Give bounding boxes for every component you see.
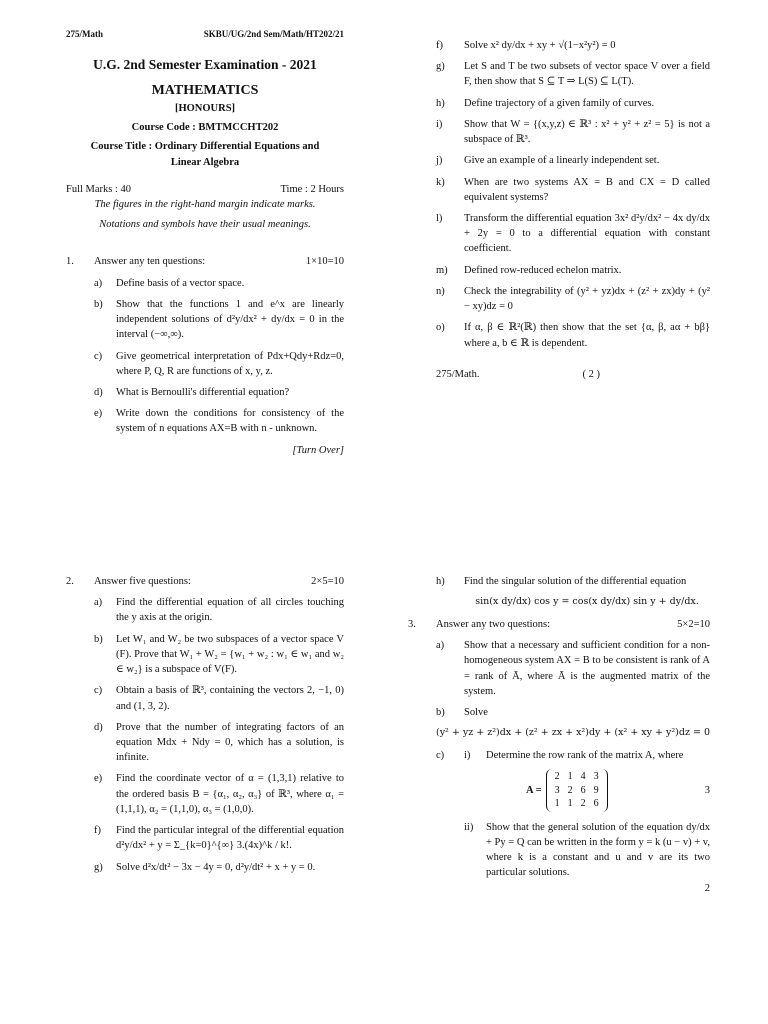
matrix-cell: 6 <box>593 798 599 810</box>
sub-question-c <box>436 748 710 763</box>
sub-question-label: n) <box>436 285 445 297</box>
question-2-items <box>66 595 344 875</box>
page-2 <box>384 0 768 512</box>
matrix-cell: 2 <box>567 784 573 796</box>
sub-question-text: Define basis of a vector space. <box>116 277 245 289</box>
sub-question <box>436 638 710 699</box>
matrix-cell: 1 <box>567 798 573 810</box>
sub-question <box>94 720 344 766</box>
singular-solution-equation: sin(x dy/dx) cos y = cos(x dy/dx) sin y + dy/dx. <box>475 596 699 608</box>
page-number: ( 2 ) <box>582 368 600 380</box>
matrix-cell: 4 <box>580 771 586 783</box>
matrix-cell: 2 <box>580 798 586 810</box>
sub-question-label: k) <box>436 176 445 188</box>
sub-question-h <box>436 574 710 589</box>
sub-question <box>436 38 710 53</box>
solve-equation: (y² + yz + z²)dx + (z² + zx + x²)dy + (x² + xy + y²)dz = 0 <box>435 727 711 739</box>
part-label: i) <box>464 750 471 762</box>
instruction-note-1: The figures in the right-hand margin indicate marks. <box>94 199 316 210</box>
sub-question-text: When are two systems AX = B and CX = D called equivalent systems? <box>464 176 710 203</box>
sub-question-label: i) <box>436 118 443 130</box>
sub-question <box>436 705 710 720</box>
sub-question <box>94 406 344 436</box>
sub-question <box>94 771 344 817</box>
sub-question-label: m) <box>436 264 448 276</box>
sub-question-text: Find the differential equation of all circles touching the y axis at the origin. <box>116 597 344 624</box>
sub-question-text: Let W₁ and W₂ be two subspaces of a vector space V (F). Prove that W₁ + W₂ = {w₁ + w₂ : w₁ ∈ w₁ and w₂ ∈ w₂} is a subspace of V(F). <box>116 633 344 676</box>
time-allowed: Time : 2 Hours <box>280 183 344 195</box>
sub-question <box>94 349 344 379</box>
full-marks: Full Marks : 40 <box>66 183 132 195</box>
sub-question-text: Let S and T be two subsets of vector space V over a field F, then show that S ⊆ T ⇒ L(S) ⊆ L(T). <box>464 61 710 88</box>
sub-question-text: Find the coordinate vector of α = (1,3,1) relative to the ordered basis B = {α₁, α₂, α₃} of ℝ³, where α₁ = (1,1,1), α₂ = (1,1,0), α₃ = (1,0,0). <box>116 773 344 815</box>
question-marks: 2×5=10 <box>311 576 344 587</box>
sub-question-label: f) <box>436 40 443 51</box>
part-text: Show that the general solution of the equation dy/dx + Py = Q can be written in the form y = k (u − v) + v, where k is a constant and u and v are its two particular solutions. <box>486 821 710 879</box>
sub-question <box>436 153 710 168</box>
sub-question-label: g) <box>94 861 103 873</box>
sub-question <box>436 211 710 257</box>
matrix-block <box>526 769 608 812</box>
sub-question-label: h) <box>436 576 445 587</box>
sub-question-label: l) <box>436 212 443 224</box>
sub-question-label: f) <box>94 825 101 837</box>
matrix-a <box>546 769 608 812</box>
part-text: Determine the row rank of the matrix A, where <box>486 750 684 762</box>
sub-question-label: c) <box>94 350 103 362</box>
sub-question-label: e) <box>94 408 103 420</box>
sub-question-text: Prove that the number of integrating factors of an equation Mdx + Ndy = 0, which has a solution, is infinite. <box>116 721 344 764</box>
sub-question-text: Give geometrical interpretation of Pdx+Qdy+Rdz=0, where P, Q, R are functions of x, y, z. <box>116 350 344 377</box>
question-3-header <box>408 617 710 632</box>
sub-question-label: h) <box>436 97 445 109</box>
paper-code: 275/Math <box>66 29 103 39</box>
subject-title: MATHEMATICS <box>151 82 259 98</box>
sub-question-text: Find the singular solution of the differential equation <box>464 576 687 587</box>
page-1 <box>0 0 384 512</box>
sub-question <box>94 683 344 713</box>
sub-question-text: Define trajectory of a given family of curves. <box>464 97 655 109</box>
sub-question <box>94 860 344 875</box>
course-title: Course Title : Ordinary Differential Equations and Linear Algebra <box>90 141 320 168</box>
question-instruction: Answer any ten questions: <box>94 256 206 268</box>
matrix-cell: 2 <box>554 771 560 783</box>
sub-question-text: Solve x² dy/dx + xy + √(1−x²y²) = 0 <box>464 40 616 51</box>
sub-question-text: Show that a necessary and sufficient condition for a non-homogeneous system AX = B to be consistent is rank of A = rank of Ā, where Ā is the augmented matrix of the system. <box>464 640 710 697</box>
page-footer <box>436 367 710 382</box>
sub-question-text: Write down the conditions for consistency of the system of n equations AX=B with n - unknown. <box>116 408 344 435</box>
part-marks: 2 <box>704 882 710 894</box>
part-label: ii) <box>464 821 474 833</box>
sub-question-label: o) <box>436 322 445 334</box>
sub-question-label: d) <box>94 386 103 398</box>
question-1-header <box>66 254 344 269</box>
question-marks: 5×2=10 <box>677 618 710 630</box>
sub-question-text: Show that the functions 1 and e^x are linearly independent solutions of d²y/dx² + dy/dx = 0 in the interval (−∞,∞). <box>116 298 344 341</box>
sub-question <box>436 59 710 89</box>
sub-question-text: Solve <box>464 707 488 719</box>
page-4 <box>384 512 768 1024</box>
sub-question <box>436 175 710 205</box>
sub-question-text: What is Bernoulli's differential equation? <box>116 386 290 398</box>
question-instruction: Answer any two questions: <box>436 618 551 630</box>
honours-label: [HONOURS] <box>174 102 236 114</box>
matrix-cell: 1 <box>554 798 560 810</box>
page-header <box>66 28 344 41</box>
sub-question <box>94 823 344 853</box>
sub-question <box>94 385 344 400</box>
sub-question-text: Show that W = {(x,y,z) ∈ ℝ³ : x² + y² + z² = 5} is not a subspace of ℝ³. <box>464 118 710 146</box>
sub-question-label: d) <box>94 721 103 733</box>
matrix-cell: 1 <box>567 771 573 783</box>
sub-question-text: Obtain a basis of ℝ³, containing the vectors 2, −1, 0) and (1, 3, 2). <box>116 685 344 712</box>
sub-question-text: Check the integrability of (y² + yz)dx + (z² + zx)dy + (y² − xy)dz = 0 <box>464 285 710 313</box>
page-3 <box>0 512 384 1024</box>
sub-question-label: a) <box>436 640 445 652</box>
part-marks: 3 <box>704 784 710 796</box>
sub-question-text: Defined row-reduced echelon matrix. <box>464 264 622 276</box>
question-instruction: Answer five questions: <box>94 576 191 587</box>
sub-question <box>436 117 710 147</box>
sub-question-c-ii <box>436 820 710 881</box>
sub-question-label: g) <box>436 61 445 73</box>
sub-question <box>94 276 344 291</box>
footer-paper-code: 275/Math. <box>436 368 480 380</box>
exam-code: SKBU/UG/2nd Sem/Math/HT202/21 <box>203 29 344 39</box>
sub-question <box>436 263 710 278</box>
sub-question-label: b) <box>436 707 445 719</box>
sub-question <box>94 595 344 625</box>
sub-question <box>94 632 344 678</box>
sub-question-text: If α, β ∈ ℝ²(ℝ) then show that the set {α, β, aα + bβ} where a, b ∈ ℝ is dependent. <box>464 322 710 349</box>
sub-question-label: e) <box>94 773 103 785</box>
sub-question-label: a) <box>94 597 103 609</box>
question-2-header <box>66 574 344 589</box>
question-1-items <box>66 276 344 437</box>
question-number: 3. <box>408 618 416 630</box>
sub-question-label: c) <box>436 750 445 762</box>
sub-question-text: Solve d²x/dt² − 3x − 4y = 0, d²y/dt² + x + y = 0. <box>116 861 316 873</box>
matrix-cell: 3 <box>593 771 599 783</box>
sub-question-text: Transform the differential equation 3x² d²y/dx² − 4x dy/dx + 2y = 0 to a differential equation with constant coefficient. <box>464 212 710 255</box>
sub-question <box>94 297 344 343</box>
sub-question-label: b) <box>94 633 103 645</box>
matrix-cell: 6 <box>580 784 586 796</box>
sub-question-label: c) <box>94 685 103 697</box>
matrix-row <box>486 769 710 812</box>
sub-question-label: b) <box>94 298 103 310</box>
question-number: 1. <box>66 256 74 268</box>
question-number: 2. <box>66 576 74 587</box>
sub-question-label: a) <box>94 277 103 289</box>
matrix-cell: 3 <box>554 784 560 796</box>
sub-question <box>436 284 710 314</box>
sub-question <box>436 320 710 350</box>
question-marks: 1×10=10 <box>305 256 344 268</box>
matrix-cell: 9 <box>593 784 599 796</box>
sub-question-label: j) <box>436 155 443 167</box>
marks-time-row <box>66 182 344 197</box>
course-code: Course Code : BMTMCCHT202 <box>131 122 279 134</box>
matrix-label: A = <box>526 784 542 796</box>
instruction-note-2: Notations and symbols have their usual meanings. <box>99 219 311 231</box>
sub-question-text: Give an example of a linearly independent set. <box>464 155 660 167</box>
sub-question <box>436 96 710 111</box>
sub-question-text: Find the particular integral of the differential equation d²y/dx² + y = Σ_{k=0}^{∞} 3.(4x)^k / k!. <box>116 825 344 852</box>
turn-over-note: [Turn Over] <box>292 444 344 456</box>
exam-title: U.G. 2nd Semester Examination - 2021 <box>93 57 317 73</box>
